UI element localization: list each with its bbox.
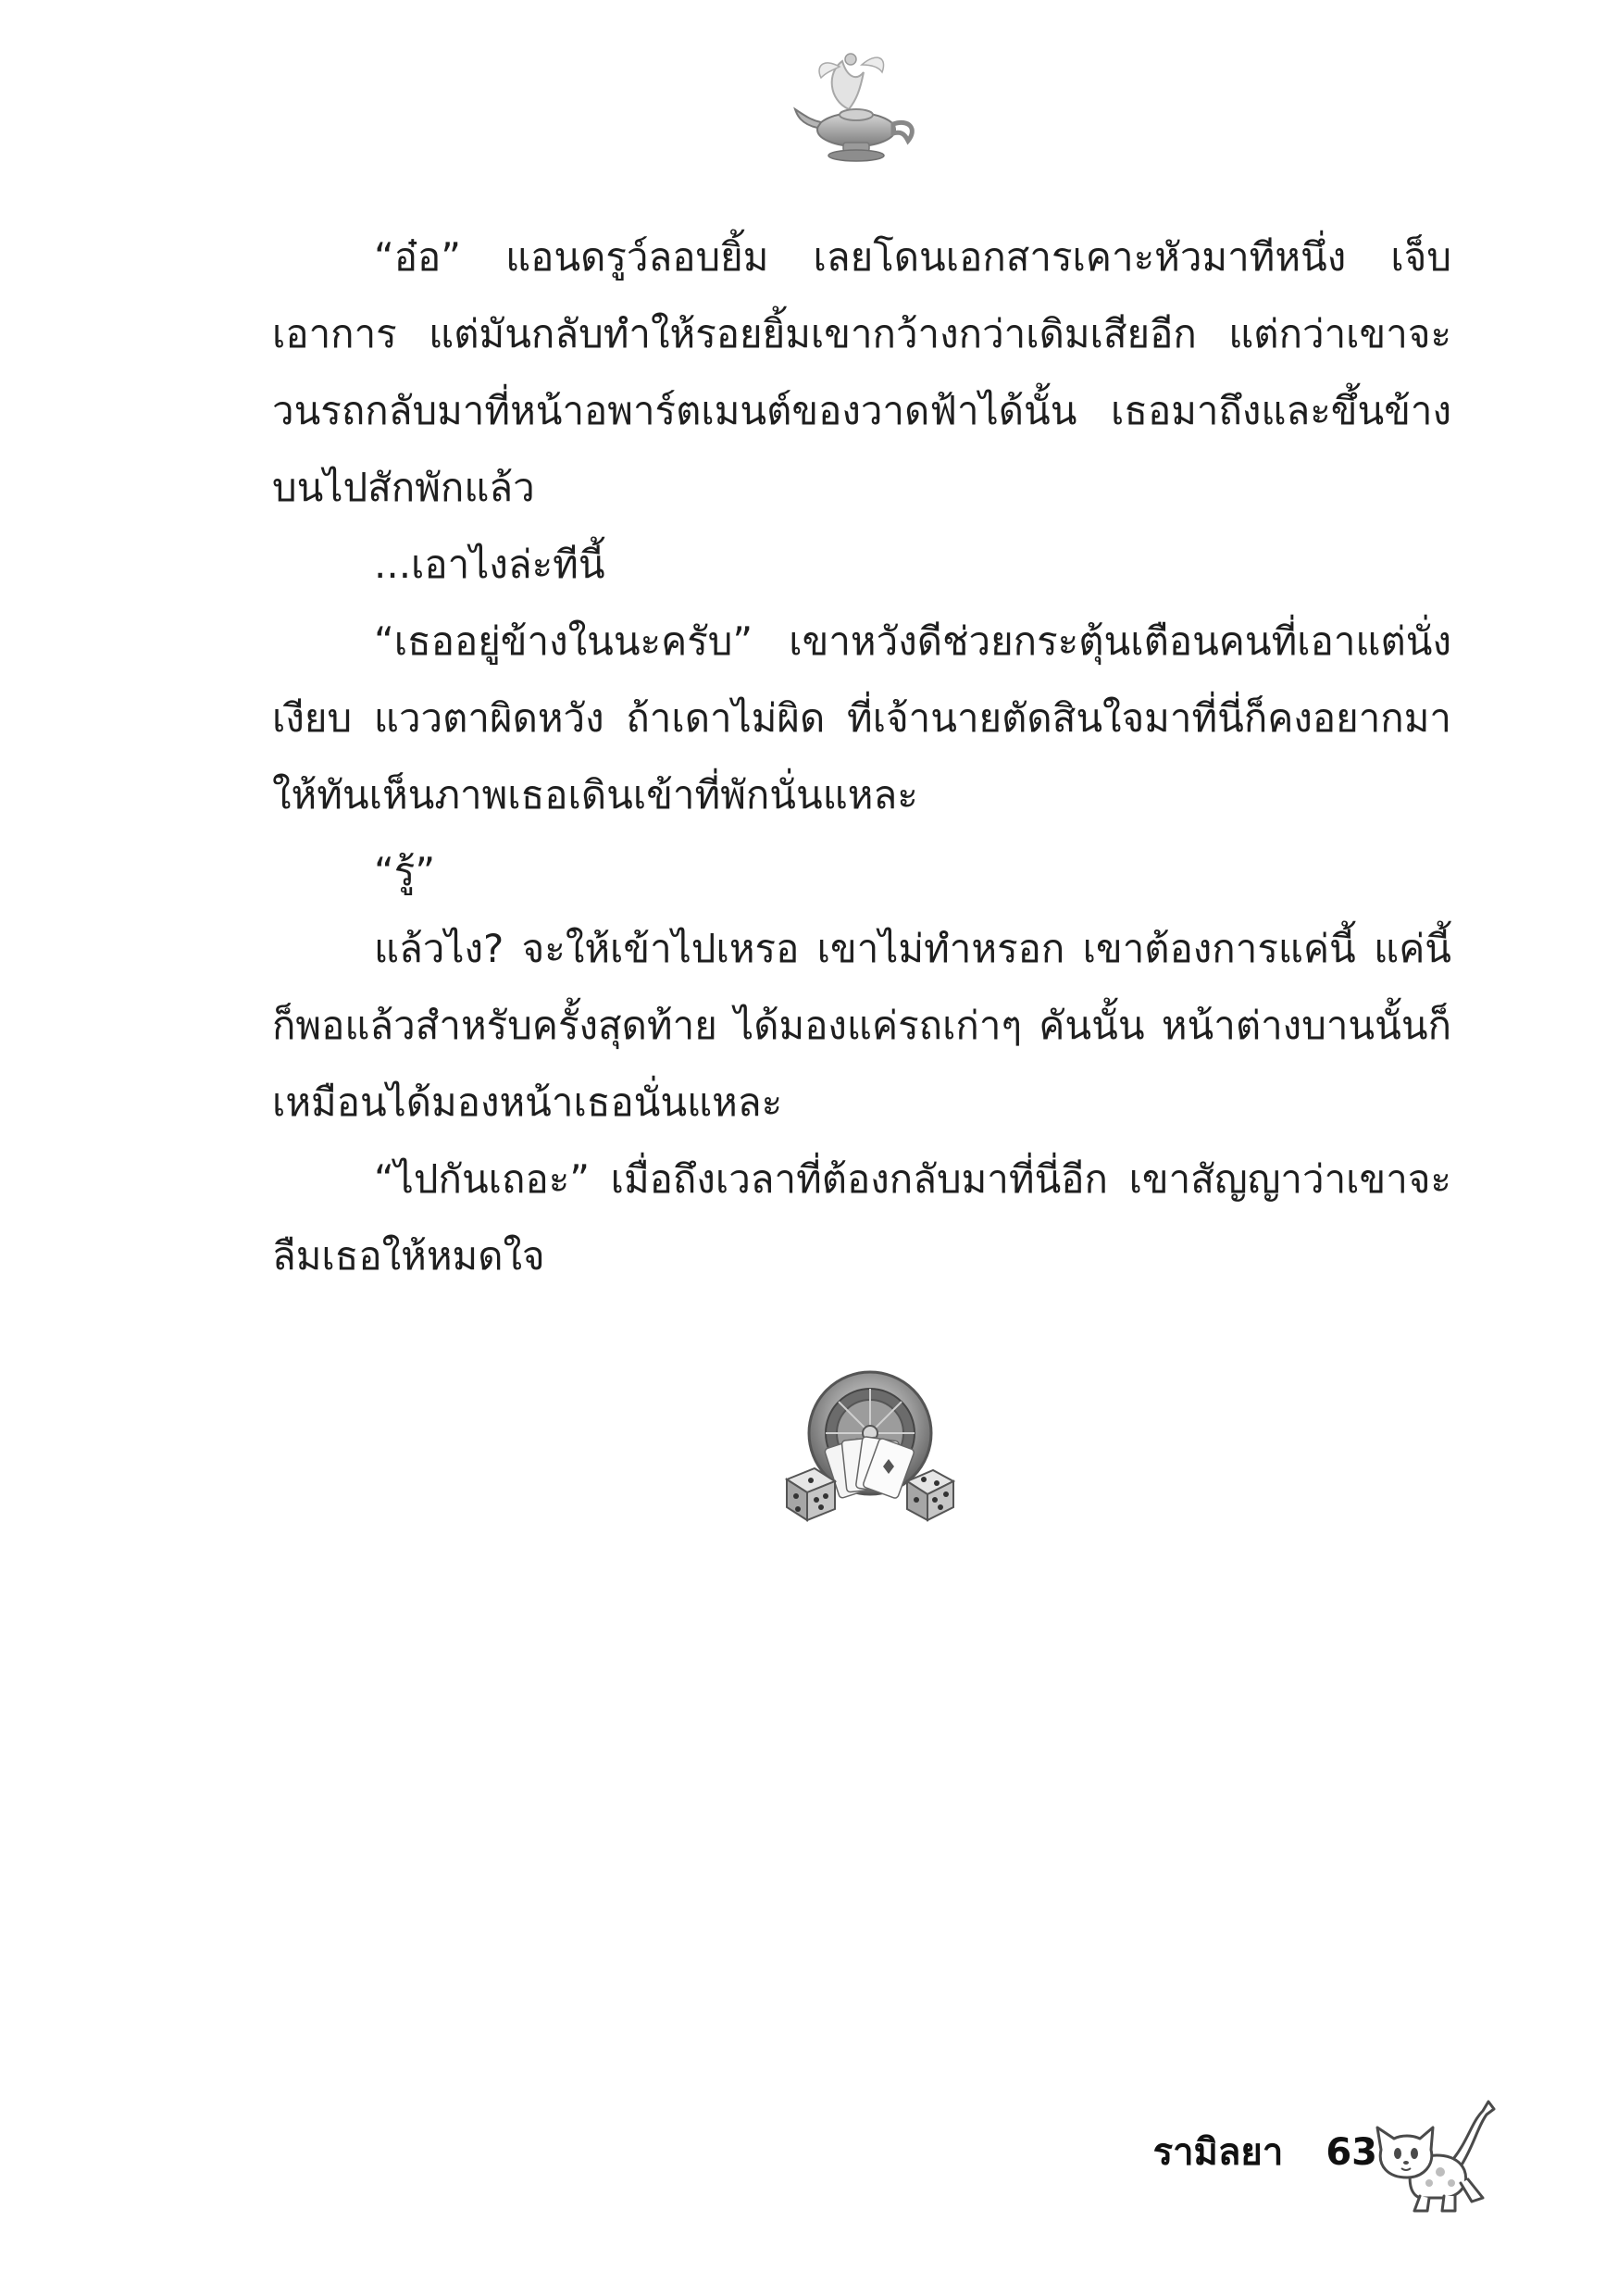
paragraph: ...เอาไงล่ะทีนี้ bbox=[374, 542, 605, 587]
story-text bbox=[272, 218, 1451, 1294]
paragraph: แล้วไง? จะให้เข้าไปเหรอ เขาไม่ทำหรอก เขาต้องการแค่นี้ แค่นี้ก็พอแล้วสำหรับครั้งสุดท้าย ได้มองแค่รถเก่าๆ คันนั้น หน้าต่างบานนั้นก็เหมือนได้มองหน้าเธอนั่นแหละ bbox=[272, 926, 1451, 1125]
paragraph: “เธออยู่ข้างในนะครับ” เขาหวังดีช่วยกระตุ้นเตือนคนที่เอาแต่นั่งเงียบ แววตาผิดหวัง ถ้าเดาไม่ผิด ที่เจ้านายตัดสินใจมาที่นี่ก็คงอยากมาให้ทันเห็นภาพเธอเดินเข้าที่พักนั่นแหละ bbox=[272, 618, 1451, 817]
book-title: รามิลยา bbox=[1152, 2131, 1284, 2174]
page-number: 63 bbox=[1326, 2131, 1377, 2174]
paragraph: “รู้” bbox=[374, 849, 436, 894]
paragraph: “ไปกันเถอะ” เมื่อถึงเวลาที่ต้องกลับมาที่นี่อีก เขาสัญญาว่าเขาจะลืมเธอให้หมดใจ bbox=[272, 1156, 1451, 1279]
paragraph: “อ๋อ” แอนดรูว์ลอบยิ้ม เลยโดนเอกสารเคาะหัวมาทีหนึ่ง เจ็บเอาการ แต่มันกลับทำให้รอยยิ้มเขากว้างกว่าเดิมเสียอีก แต่กว่าเขาจะวนรถกลับมาที่หน้าอพาร์ตเมนต์ของวาดฟ้าได้นั้น เธอมาถึงและขึ้นข้างบนไปสักพักแล้ว bbox=[272, 234, 1451, 510]
genie-lamp-icon bbox=[791, 44, 921, 165]
cartoon-cat-icon bbox=[1368, 2094, 1507, 2224]
roulette-cards-dice-icon bbox=[778, 1368, 963, 1535]
page-footer bbox=[1153, 2122, 1377, 2181]
